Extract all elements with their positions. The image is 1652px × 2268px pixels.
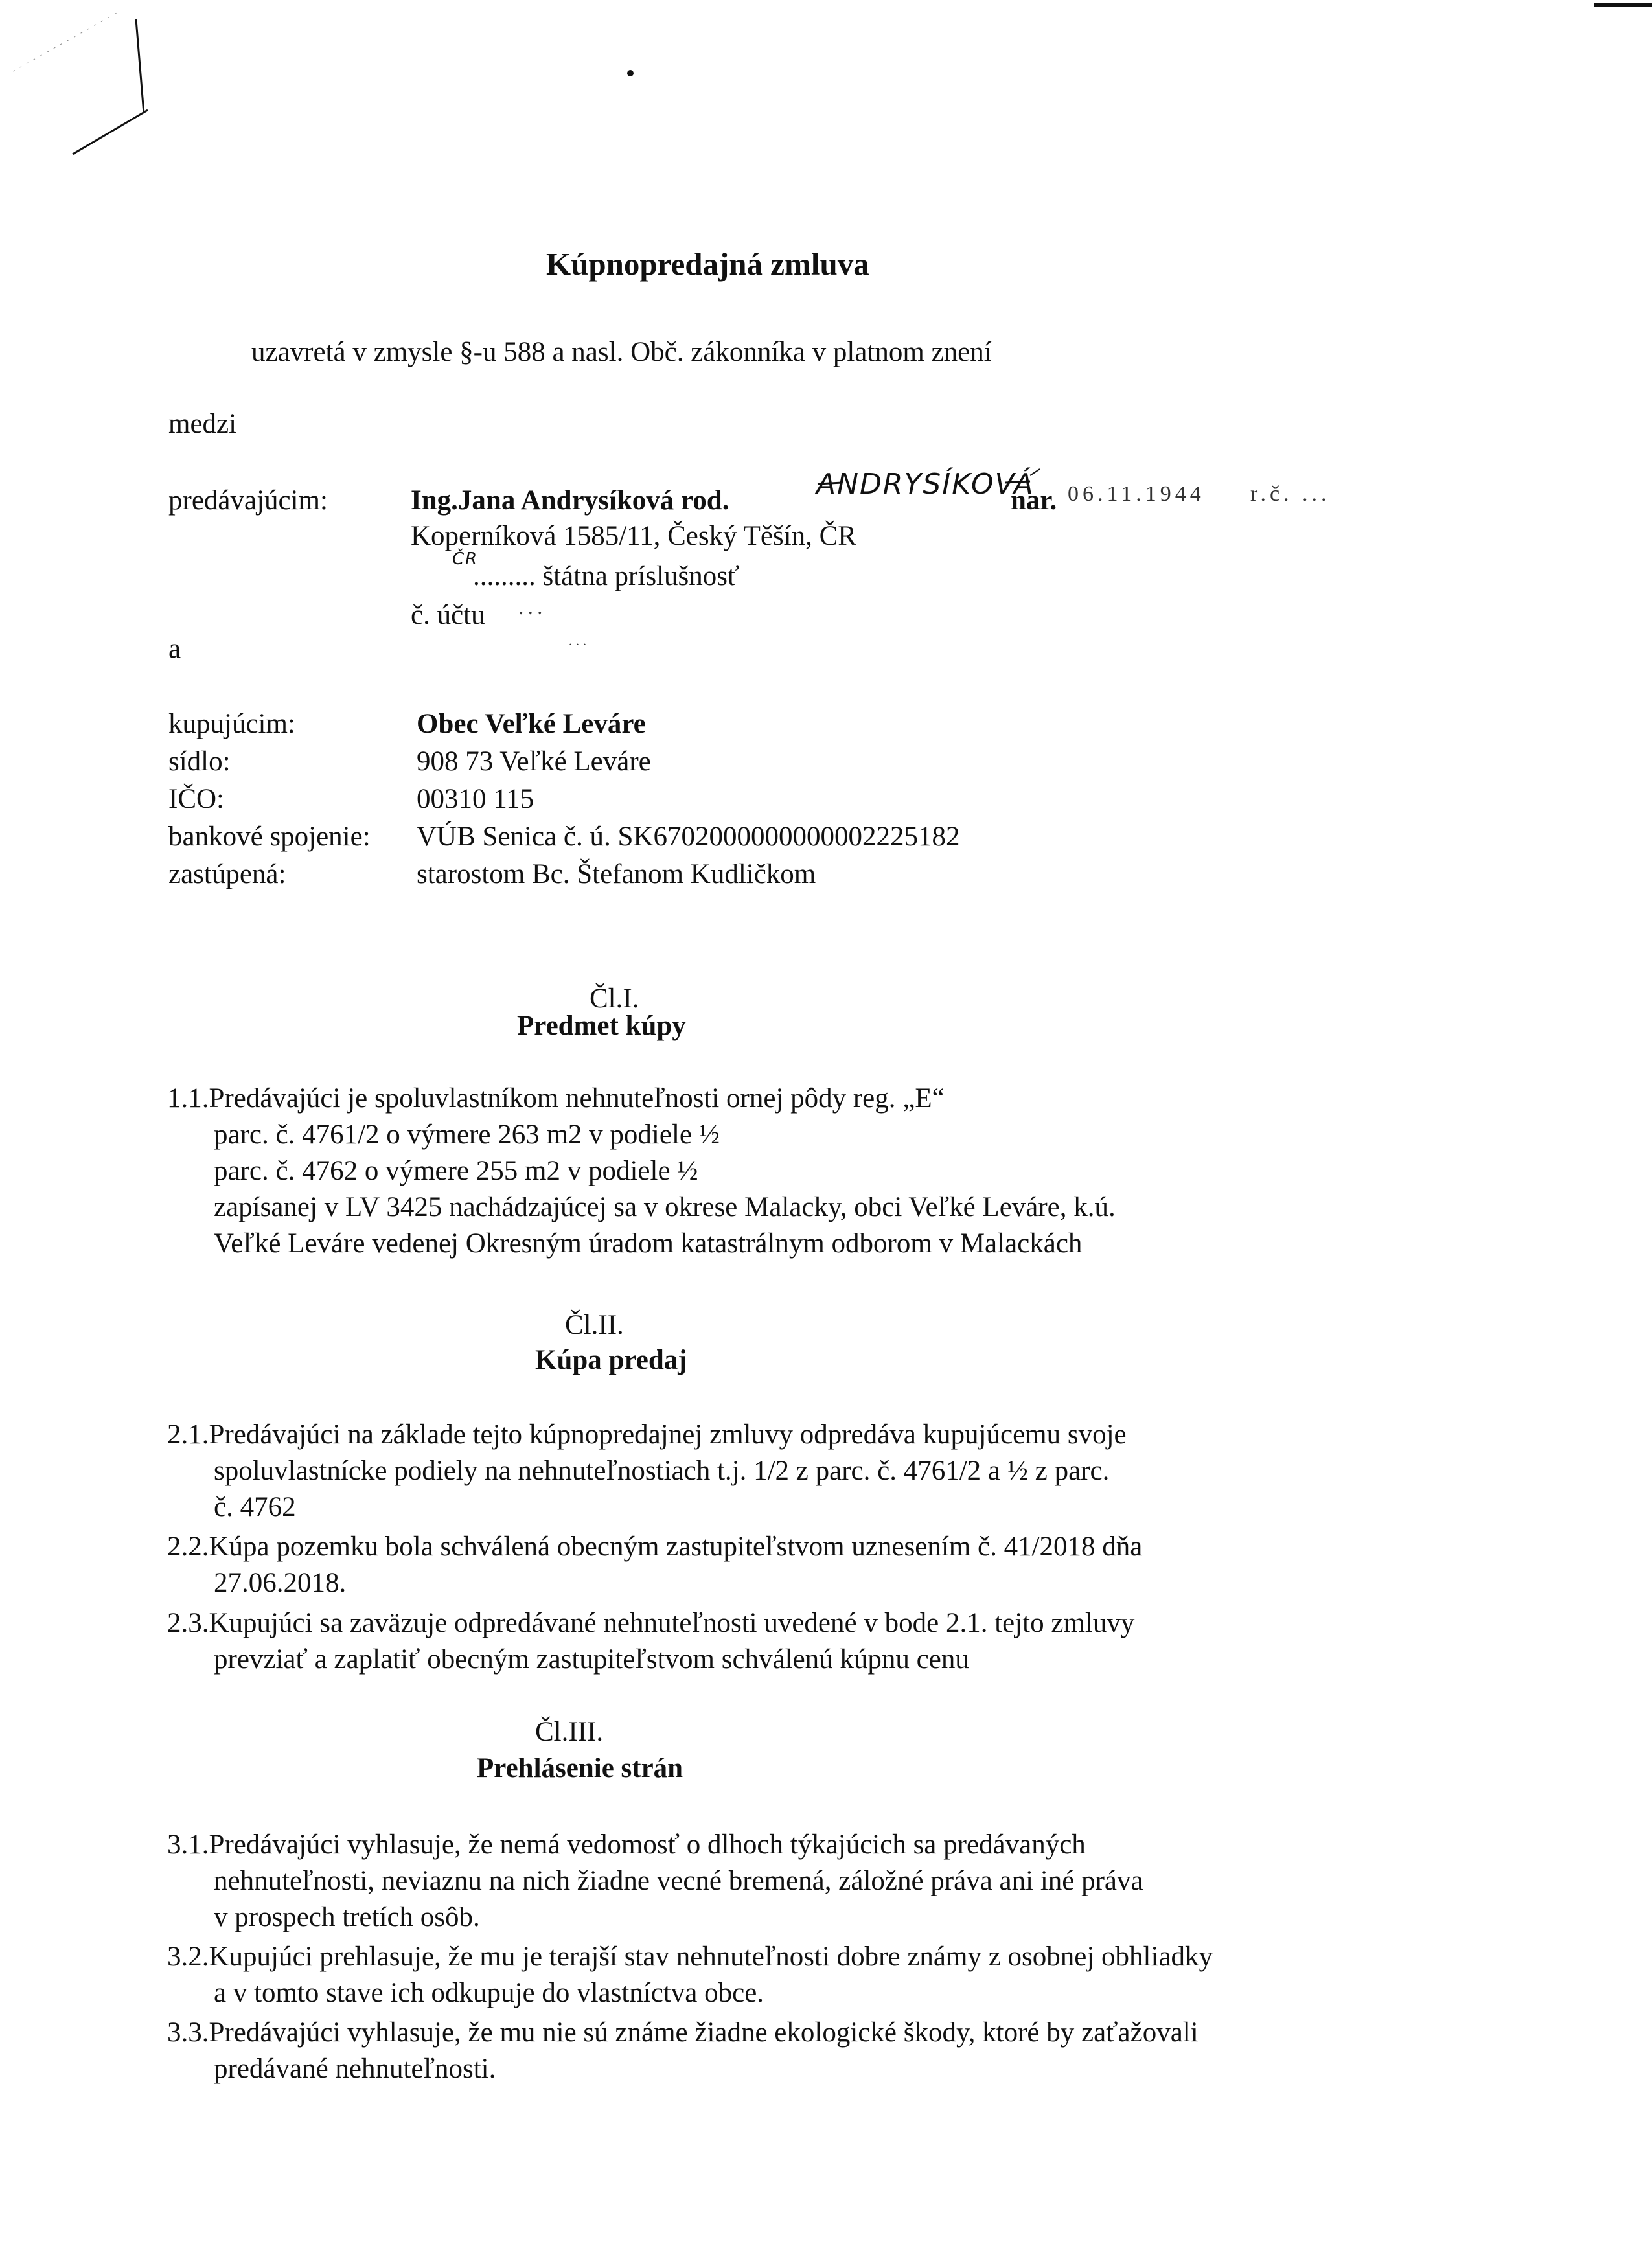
- section-2-line-3: č. 4762: [214, 1492, 296, 1522]
- section-3-line-1: 3.1.Predávajúci vyhlasuje, že nemá vedomosť o dlhoch týkajúcich sa predávaných: [167, 1829, 1086, 1860]
- buyer-ico-label: IČO:: [168, 784, 224, 814]
- section-1-line-4: zapísanej v LV 3425 nachádzajúcej sa v okrese Malacky, obci Veľké Leváre, k.ú.: [214, 1192, 1116, 1222]
- seller-address: Koperníková 1585/11, Český Těšín, ČR: [411, 521, 856, 551]
- buyer-representative: starostom Bc. Štefanom Kudličkom: [417, 859, 816, 889]
- seller-account-extra: ...: [569, 634, 590, 648]
- section-3-line-3: v prospech tretích osôb.: [214, 1902, 480, 1932]
- section-1-line-1: 1.1.Predávajúci je spoluvlastníkom nehnuteľnosti ornej pôdy reg. „E“: [167, 1083, 945, 1114]
- section-1-line-5: Veľké Leváre vedenej Okresným úradom katastrálnym odborom v Malackách: [214, 1228, 1083, 1259]
- buyer-bank: VÚB Senica č. ú. SK6702000000000002225182: [417, 821, 960, 852]
- seller-maiden-name-handwritten: ANDRYSÍKOVÁ: [816, 468, 1035, 501]
- section-2-line-5: 27.06.2018.: [214, 1568, 347, 1598]
- seller-label: predávajúcim:: [168, 485, 328, 516]
- seller-name: Ing.Jana Andrysíková rod.: [411, 485, 729, 516]
- section-2-number: Čl.II.: [565, 1310, 624, 1340]
- section-2-title: Kúpa predaj: [535, 1345, 687, 1375]
- buyer-ico: 00310 115: [417, 784, 534, 814]
- buyer-name: Obec Veľké Leváre: [417, 709, 646, 739]
- section-3-line-2: nehnuteľnosti, neviaznu na nich žiadne vecné bremená, záložné práva ani iné práva: [214, 1866, 1143, 1896]
- subtitle: uzavretá v zmysle §-u 588 a nasl. Obč. zákonníka v platnom znení: [251, 337, 992, 367]
- buyer-representative-label: zastúpená:: [168, 859, 286, 889]
- section-2-line-2: spoluvlastnícke podiely na nehnuteľnostiach t.j. 1/2 z parc. č. 4761/2 a ½ z parc.: [214, 1456, 1110, 1486]
- seller-nationality: ......... štátna príslušnosť: [473, 561, 740, 591]
- seller-account-value: ...: [518, 595, 547, 619]
- corner-pen-stroke: [136, 19, 144, 113]
- corner-pen-stroke-2: [73, 110, 148, 154]
- section-1-line-3: parc. č. 4762 o výmere 255 m2 v podiele ½: [214, 1156, 698, 1186]
- section-3-line-6: 3.3.Predávajúci vyhlasuje, že mu nie sú známe žiadne ekologické škody, ktoré by zaťažovali: [167, 2017, 1199, 2048]
- page-title: Kúpnopredajná zmluva: [546, 246, 869, 282]
- section-3-line-5: a v tomto stave ich odkupuje do vlastníctva obce.: [214, 1978, 764, 2008]
- buyer-bank-label: bankové spojenie:: [168, 821, 371, 852]
- between-label: medzi: [168, 409, 237, 439]
- buyer-seat: 908 73 Veľké Leváre: [417, 746, 651, 777]
- seller-nationality-mark: ČR: [452, 549, 479, 569]
- seller-born-value: 06.11.1944: [1068, 482, 1205, 506]
- seller-rc-value: r.č. ...: [1250, 482, 1331, 506]
- buyer-label: kupujúcim:: [168, 709, 295, 739]
- section-2-line-4: 2.2.Kúpa pozemku bola schválená obecným zastupiteľstvom uznesením č. 41/2018 dňa: [167, 1531, 1143, 1562]
- section-3-line-4: 3.2.Kupujúci prehlasuje, že mu je terajší stav nehnuteľnosti dobre známy z osobnej obhliadky: [167, 1942, 1213, 1972]
- section-2-line-7: prevziať a zaplatiť obecným zastupiteľstvom schválenú kúpnu cenu: [214, 1644, 969, 1675]
- scan-dot: [627, 70, 634, 76]
- buyer-seat-label: sídlo:: [168, 746, 231, 777]
- section-3-line-7: predávané nehnuteľnosti.: [214, 2054, 496, 2084]
- section-1-number: Čl.I.: [590, 983, 639, 1014]
- section-3-title: Prehlásenie strán: [477, 1753, 683, 1783]
- section-1-line-2: parc. č. 4761/2 o výmere 263 m2 v podiele ½: [214, 1119, 720, 1150]
- section-2-line-1: 2.1.Predávajúci na základe tejto kúpnopredajnej zmluvy odpredáva kupujúcemu svoje: [167, 1419, 1127, 1450]
- section-2-line-6: 2.3.Kupujúci sa zaväzuje odpredávané nehnuteľnosti uvedené v bode 2.1. tejto zmluvy: [167, 1608, 1135, 1638]
- seller-account-label: č. účtu: [411, 600, 485, 630]
- section-3-number: Čl.III.: [535, 1717, 604, 1747]
- and-label: a: [168, 634, 181, 664]
- seller-born-label: nar.: [1011, 485, 1057, 516]
- section-1-title: Predmet kúpy: [517, 1011, 686, 1041]
